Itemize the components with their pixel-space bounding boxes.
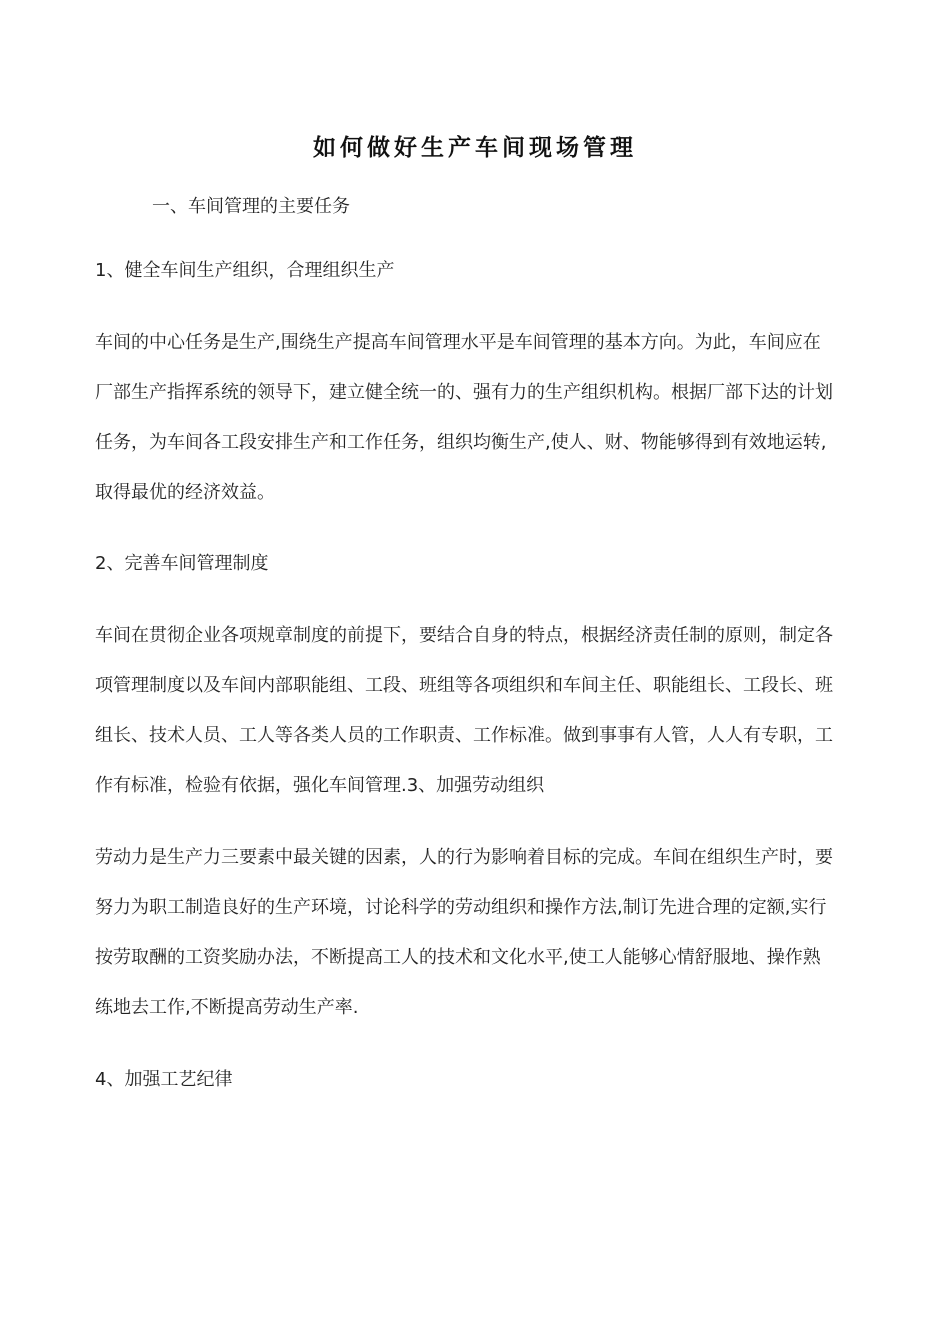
- item-2-paragraph: [95, 621, 885, 821]
- item-4-heading: 4、加强工艺纪律: [95, 1069, 233, 1090]
- paragraph-line: 努力为职工制造良好的生产环境，讨论科学的劳动组织和操作方法,制订先进合理的定额,实行: [95, 897, 827, 918]
- paragraph-line: 练地去工作,不断提高劳动生产率.: [95, 997, 359, 1018]
- document-title: 如何做好生产车间现场管理: [313, 134, 637, 161]
- item-2-heading: 2、完善车间管理制度: [95, 553, 269, 574]
- paragraph-line: 按劳取酬的工资奖励办法，不断提高工人的技术和文化水平,使工人能够心情舒服地、操作熟: [95, 947, 821, 968]
- paragraph-line: 车间在贯彻企业各项规章制度的前提下，要结合自身的特点，根据经济责任制的原则，制定各: [95, 625, 833, 646]
- item-3-paragraph: [95, 843, 885, 1043]
- paragraph-line: 任务，为车间各工段安排生产和工作任务，组织均衡生产,使人、财、物能够得到有效地运转,: [95, 432, 827, 453]
- item-1-heading: 1、健全车间生产组织，合理组织生产: [95, 260, 395, 281]
- section-heading: 一、车间管理的主要任务: [152, 196, 350, 217]
- paragraph-line: 厂部生产指挥系统的领导下，建立健全统一的、强有力的生产组织机构。根据厂部下达的计划: [95, 382, 833, 403]
- paragraph-line: 车间的中心任务是生产,围绕生产提高车间管理水平是车间管理的基本方向。为此，车间应在: [95, 332, 821, 353]
- paragraph-line: 取得最优的经济效益。: [95, 482, 275, 503]
- paragraph-line: 组长、技术人员、工人等各类人员的工作职责、工作标准。做到事事有人管，人人有专职，工: [95, 725, 833, 746]
- paragraph-line: 项管理制度以及车间内部职能组、工段、班组等各项组织和车间主任、职能组长、工段长、班: [95, 675, 833, 696]
- paragraph-line: 作有标准，检验有依据，强化车间管理.3、加强劳动组织: [95, 775, 545, 796]
- paragraph-line: 劳动力是生产力三要素中最关键的因素，人的行为影响着目标的完成。车间在组织生产时，要: [95, 847, 833, 868]
- item-1-paragraph: [95, 328, 885, 528]
